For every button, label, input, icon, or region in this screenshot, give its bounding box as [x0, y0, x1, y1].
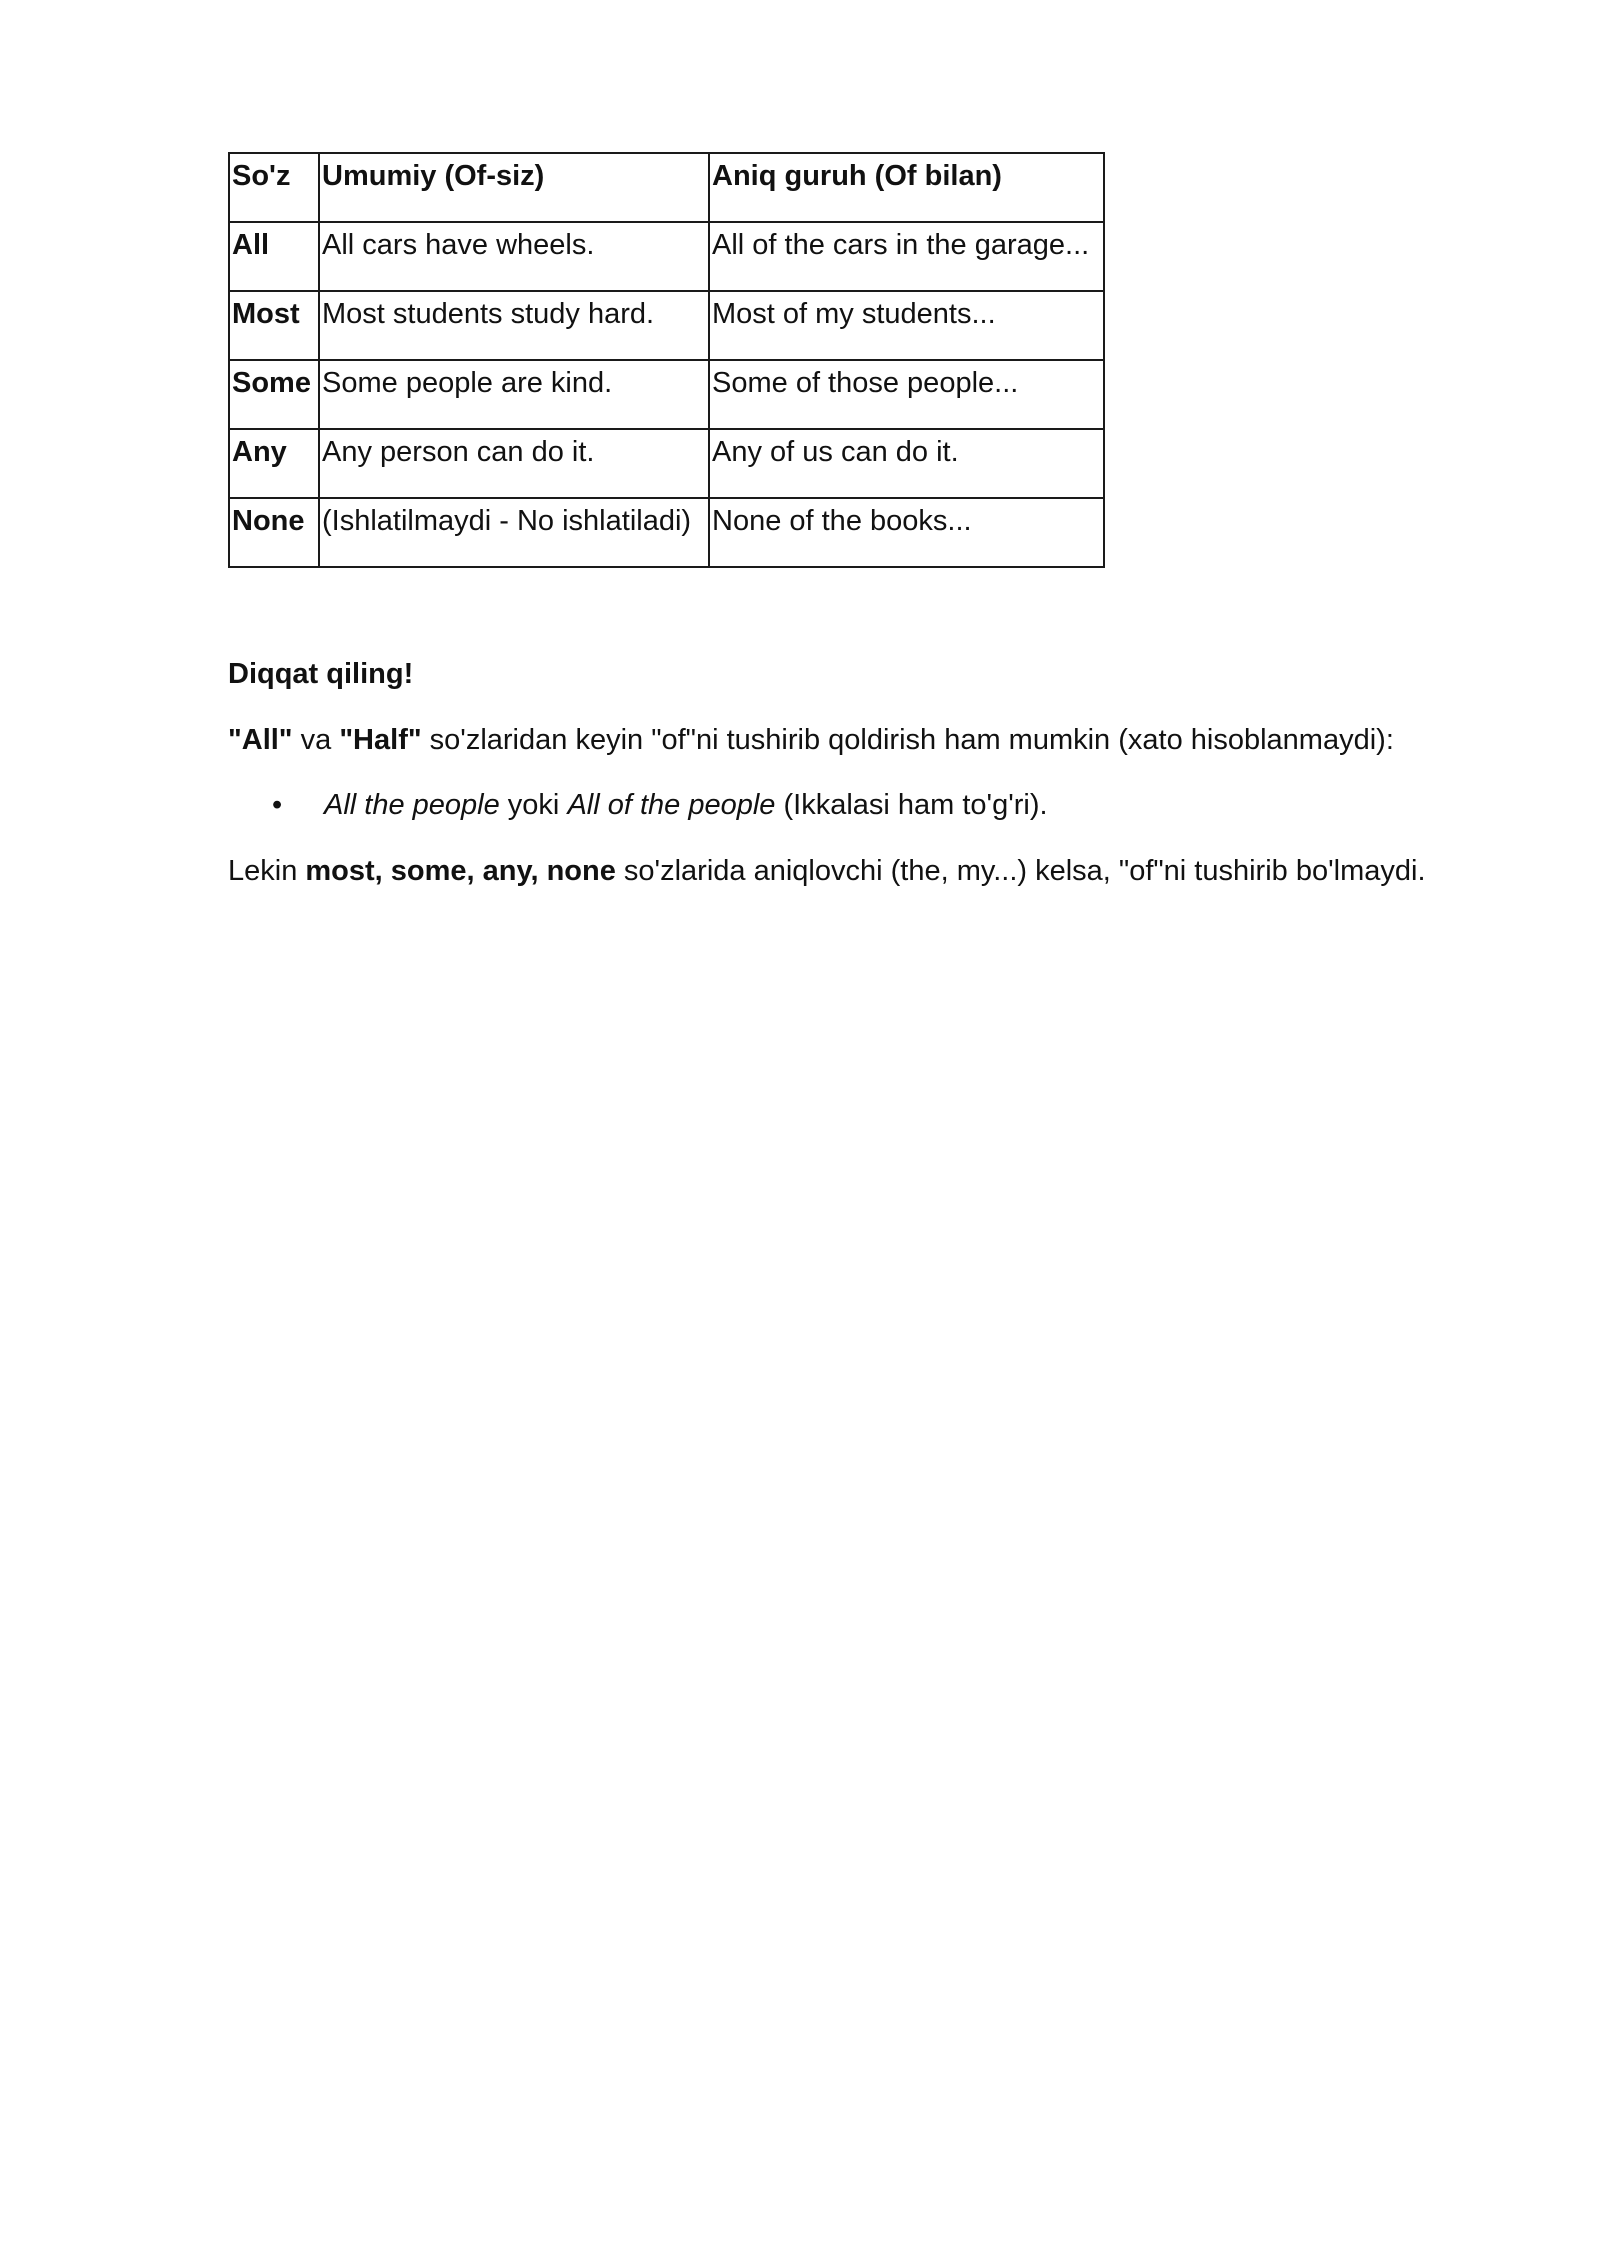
general-example-cell: (Ishlatilmaydi - No ishlatiladi)	[319, 498, 709, 567]
specific-example-cell: Most of my students...	[709, 291, 1104, 360]
term-half: "Half"	[339, 723, 422, 756]
word-cell: Some	[229, 360, 319, 429]
header-cell-specific: Aniq guruh (Of bilan)	[709, 153, 1104, 222]
paragraph-text: va	[292, 723, 340, 756]
list-item-text: yoki	[499, 789, 568, 822]
list-item	[272, 787, 1498, 825]
term-all: "All"	[228, 723, 293, 756]
general-example-cell: Some people are kind.	[319, 360, 709, 429]
specific-example-cell: All of the cars in the garage...	[709, 222, 1104, 291]
example-list	[228, 787, 1498, 825]
specific-example-cell: Some of those people...	[709, 360, 1104, 429]
table-row	[229, 429, 1104, 498]
table-row	[229, 498, 1104, 567]
specific-example-cell: Any of us can do it.	[709, 429, 1104, 498]
general-example-cell: Most students study hard.	[319, 291, 709, 360]
table-row	[229, 222, 1104, 291]
word-cell: All	[229, 222, 319, 291]
paragraph-text: Lekin	[228, 855, 306, 888]
example-phrase: All the people	[324, 789, 500, 822]
paragraph-text: so'zlarida aniqlovchi (the, my...) kelsa, "of"ni tushirib bo'lmaydi.	[615, 855, 1426, 888]
example-phrase: All of the people	[567, 789, 776, 822]
specific-example-cell: None of the books...	[709, 498, 1104, 567]
table-header-row	[229, 153, 1104, 222]
table-row	[229, 291, 1104, 360]
quantifier-terms: most, some, any, none	[305, 855, 616, 888]
bullet-icon: •	[272, 789, 283, 822]
header-cell-word: So'z	[229, 153, 319, 222]
list-item-text: (Ikkalasi ham to'g'ri).	[775, 789, 1048, 822]
word-cell: Most	[229, 291, 319, 360]
general-example-cell: All cars have wheels.	[319, 222, 709, 291]
notes-paragraph-all-half	[228, 722, 1498, 760]
notes-section	[228, 656, 1498, 919]
header-cell-general: Umumiy (Of-siz)	[319, 153, 709, 222]
table-row	[229, 360, 1104, 429]
general-example-cell: Any person can do it.	[319, 429, 709, 498]
word-cell: None	[229, 498, 319, 567]
paragraph-text: so'zlaridan keyin "of"ni tushirib qoldirish ham mumkin (xato hisoblanmaydi):	[421, 723, 1394, 756]
notes-heading: Diqqat qiling!	[228, 658, 414, 690]
notes-paragraph-rule	[228, 853, 1498, 891]
quantifier-table	[228, 152, 1105, 568]
word-cell: Any	[229, 429, 319, 498]
